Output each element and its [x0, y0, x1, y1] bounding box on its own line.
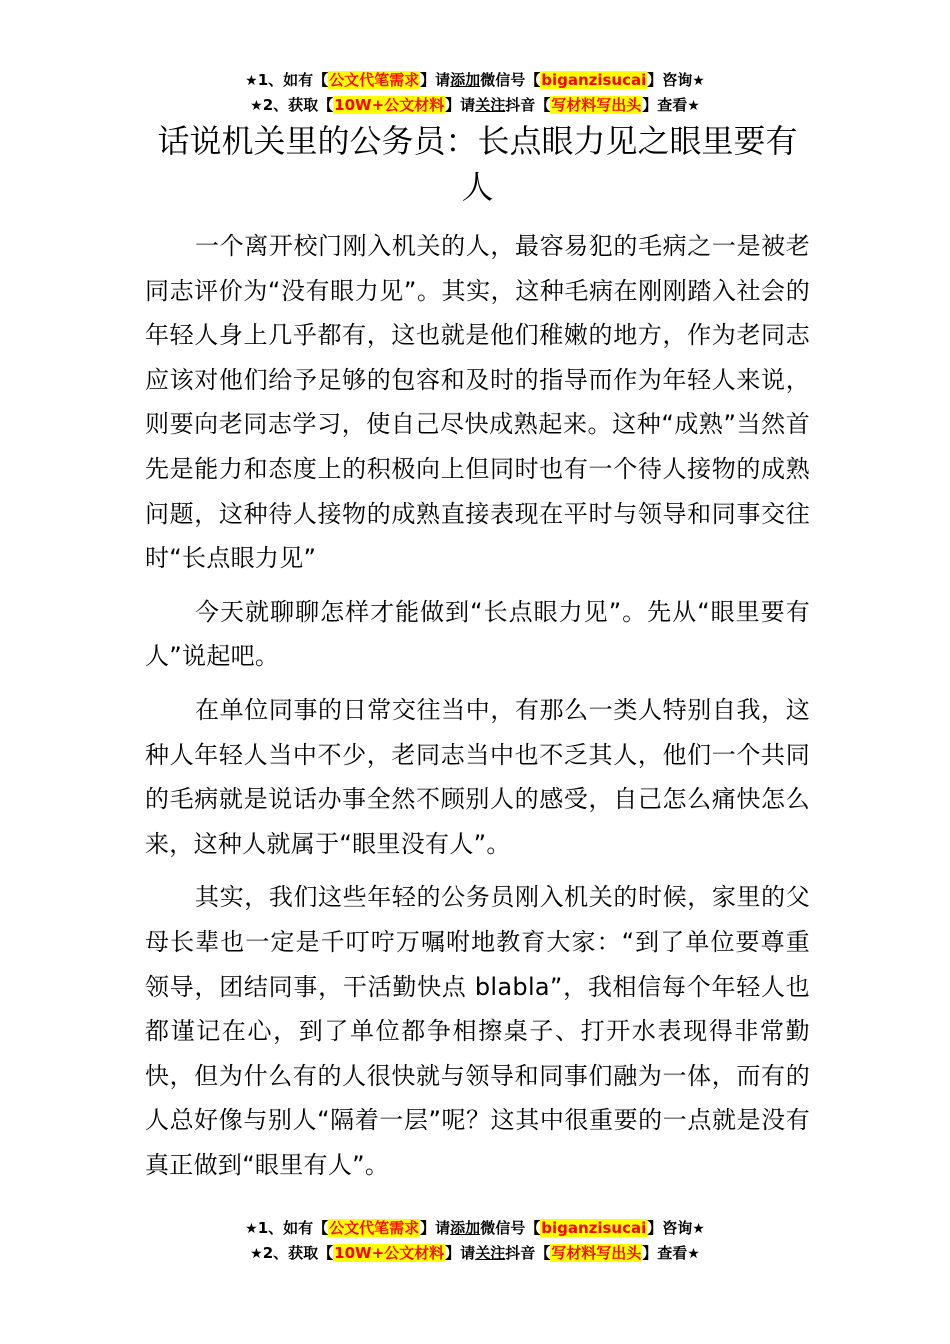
banner-text: 1、如有【: [257, 71, 329, 89]
banner-text: 】请: [445, 1244, 476, 1262]
banner-text: 微信号【: [480, 71, 541, 89]
star-icon: ★: [692, 1221, 705, 1237]
star-icon: ★: [250, 98, 263, 114]
banner-text: 】请: [420, 1219, 451, 1237]
banner-line-douyin: [0, 93, 950, 118]
banner-text: 抖音【: [505, 1244, 551, 1262]
star-icon: ★: [245, 1221, 258, 1237]
highlight-douyin-account: 写材料写出头: [551, 1244, 642, 1262]
banner-text: 】查看: [642, 1244, 688, 1262]
banner-text: 2、获取【: [262, 96, 334, 114]
banner-text: 2、获取【: [262, 1244, 334, 1262]
banner-text: 】请: [420, 71, 451, 89]
banner-text: 抖音【: [505, 96, 551, 114]
document-title: 话说机关里的公务员：长点眼力见之眼里要有人: [157, 122, 798, 206]
highlight-service: 公文代笔需求: [329, 1219, 420, 1237]
footer-banner: [0, 1216, 950, 1266]
banner-text: 】咨询: [647, 71, 693, 89]
banner-line-douyin: [0, 1241, 950, 1266]
document-body: [145, 224, 810, 1196]
paragraph: 其实，我们这些年轻的公务员刚入机关的时候，家里的父母长辈也一定是千叮咛万嘱咐地教育大家：“到了单位要尊重领导，团结同事，干活勤快点 blabla”，我相信每个年轻人也都谨记在心，到了单位都争相擦桌子、打开水表现得非常勤快，但为什么有的人很快就与领导和同事们融为一体，而有的人总好像与别人“隔着一层”呢？这其中很重要的一点就是没有真正做到“眼里有人”。: [145, 883, 810, 1179]
paragraph: 今天就聊聊怎样才能做到“长点眼力见”。先从“眼里要有人”说起吧。: [145, 597, 810, 671]
underlined-action: 添加: [450, 71, 481, 89]
banner-line-contact: [0, 68, 950, 93]
banner-line-contact: [0, 1216, 950, 1241]
underlined-action: 关注: [475, 96, 506, 114]
banner-text: 】查看: [642, 96, 688, 114]
banner-text: 】咨询: [647, 1219, 693, 1237]
banner-text: 微信号【: [480, 1219, 541, 1237]
underlined-action: 添加: [450, 1219, 481, 1237]
paragraph: 一个离开校门刚入机关的人，最容易犯的毛病之一是被老同志评价为“没有眼力见”。其实，这种毛病在刚刚踏入社会的年轻人身上几乎都有，这也就是他们稚嫩的地方，作为老同志应该对他们给予足够的包容和及时的指导而作为年轻人来说，则要向老同志学习，使自己尽快成熟起来。这种“成熟”当然首先是能力和态度上的积极向上但同时也有一个待人接物的成熟问题，这种待人接物的成熟直接表现在平时与领导和同事交往时“长点眼力见”: [145, 232, 810, 573]
star-icon: ★: [692, 73, 705, 89]
banner-text: 】请: [445, 96, 476, 114]
highlight-materials: 10W+公文材料: [334, 96, 445, 114]
highlight-wechat-id: biganzisucai: [541, 71, 647, 89]
star-icon: ★: [245, 73, 258, 89]
star-icon: ★: [687, 1246, 700, 1262]
highlight-service: 公文代笔需求: [329, 71, 420, 89]
header-banner: [0, 68, 950, 118]
banner-text: 1、如有【: [257, 1219, 329, 1237]
star-icon: ★: [250, 1246, 263, 1262]
underlined-action: 关注: [475, 1244, 506, 1262]
paragraph: 在单位同事的日常交往当中，有那么一类人特别自我，这种人年轻人当中不少，老同志当中也不乏其人，他们一个共同的毛病就是说话办事全然不顾别人的感受，自己怎么痛快怎么来，这种人就属于“眼里没有人”。: [145, 695, 810, 858]
highlight-douyin-account: 写材料写出头: [551, 96, 642, 114]
star-icon: ★: [687, 98, 700, 114]
highlight-materials: 10W+公文材料: [334, 1244, 445, 1262]
highlight-wechat-id: biganzisucai: [541, 1219, 647, 1237]
